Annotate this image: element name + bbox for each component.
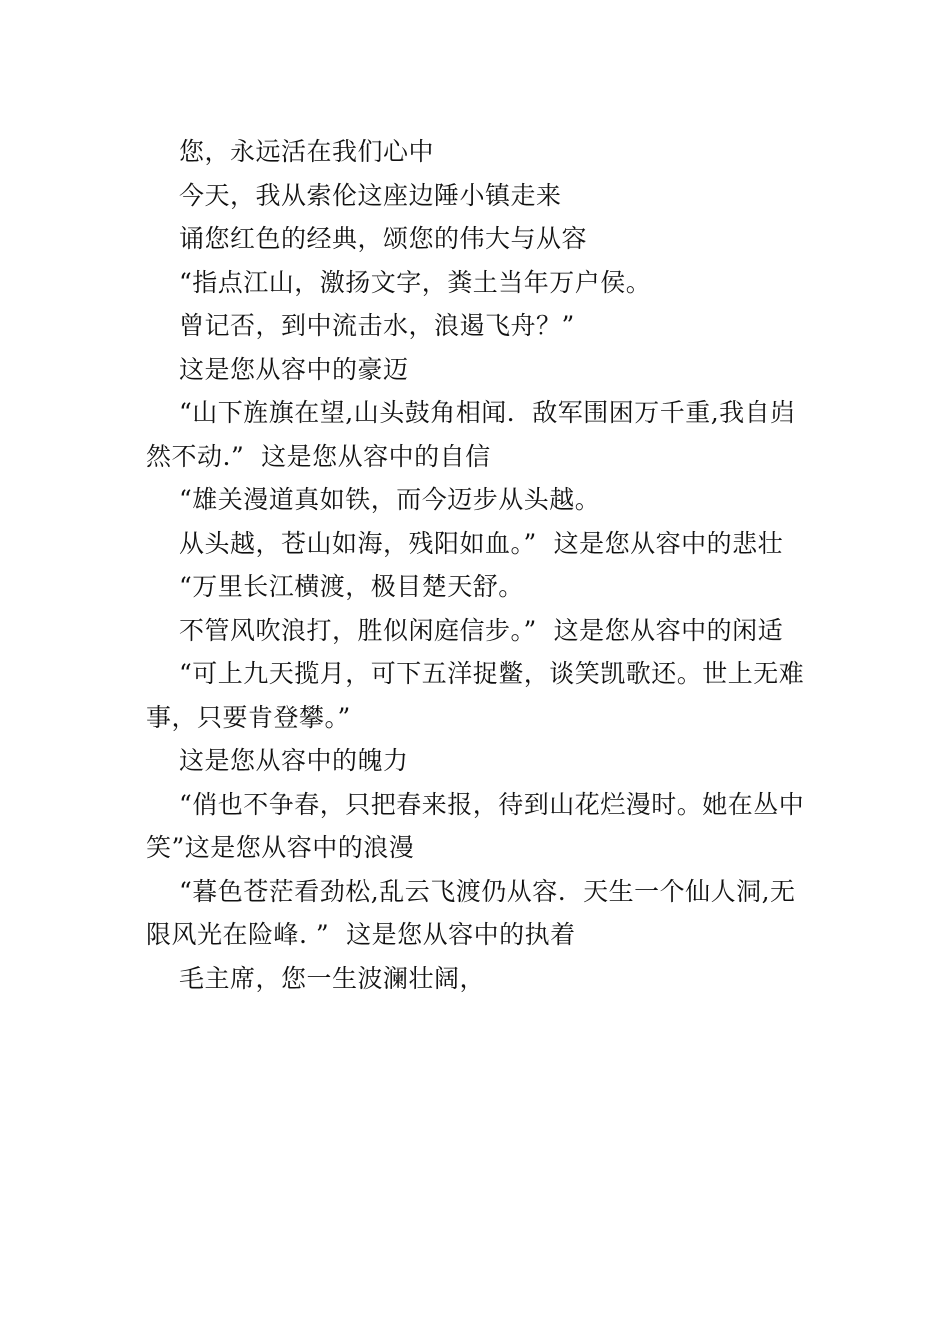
paragraph: 今天，我从索伦这座边陲小镇走来 xyxy=(179,180,562,210)
paragraph: 曾记否，到中流击水，浪遏飞舟？” xyxy=(179,311,575,340)
paragraph: “暮色苍茫看劲松,乱云飞渡仍从容. 天生一个仙人洞,无限风光在险峰. ” 这是您从容中的执着 xyxy=(146,876,796,949)
paragraph: 这是您从容中的魄力 xyxy=(179,746,409,775)
paragraph: “雄关漫道真如铁，而今迈步从头越。 xyxy=(179,485,601,514)
paragraph: 这是您从容中的豪迈 xyxy=(179,354,409,384)
paragraph: “指点江山，激扬文字，粪土当年万户侯。 xyxy=(179,267,652,297)
paragraph: 不管风吹浪打，胜似闲庭信步。” 这是您从容中的闲适 xyxy=(179,615,784,645)
paragraph: 您，永远活在我们心中 xyxy=(179,137,435,166)
paragraph: 从头越，苍山如海，残阳如血。” 这是您从容中的悲壮 xyxy=(179,528,784,558)
poem-body xyxy=(146,130,811,1000)
paragraph: 诵您红色的经典，颂您的伟大与从容 xyxy=(179,224,588,253)
paragraph: “俏也不争春，只把春来报，待到山花烂漫时。她在丛中笑”这是您从容中的浪漫 xyxy=(146,789,805,862)
paragraph: “万里长江横渡，极目楚天舒。 xyxy=(179,572,524,601)
paragraph: “山下旌旗在望,山头鼓角相闻．敌军围困万千重,我自岿然不动.” 这是您从容中的自信 xyxy=(146,398,796,471)
paragraph: “可上九天揽月，可下五洋捉鳖，谈笑凯歌还。世上无难事，只要肯登攀。” xyxy=(146,659,805,732)
paragraph: 毛主席，您一生波澜壮阔， xyxy=(179,963,486,993)
